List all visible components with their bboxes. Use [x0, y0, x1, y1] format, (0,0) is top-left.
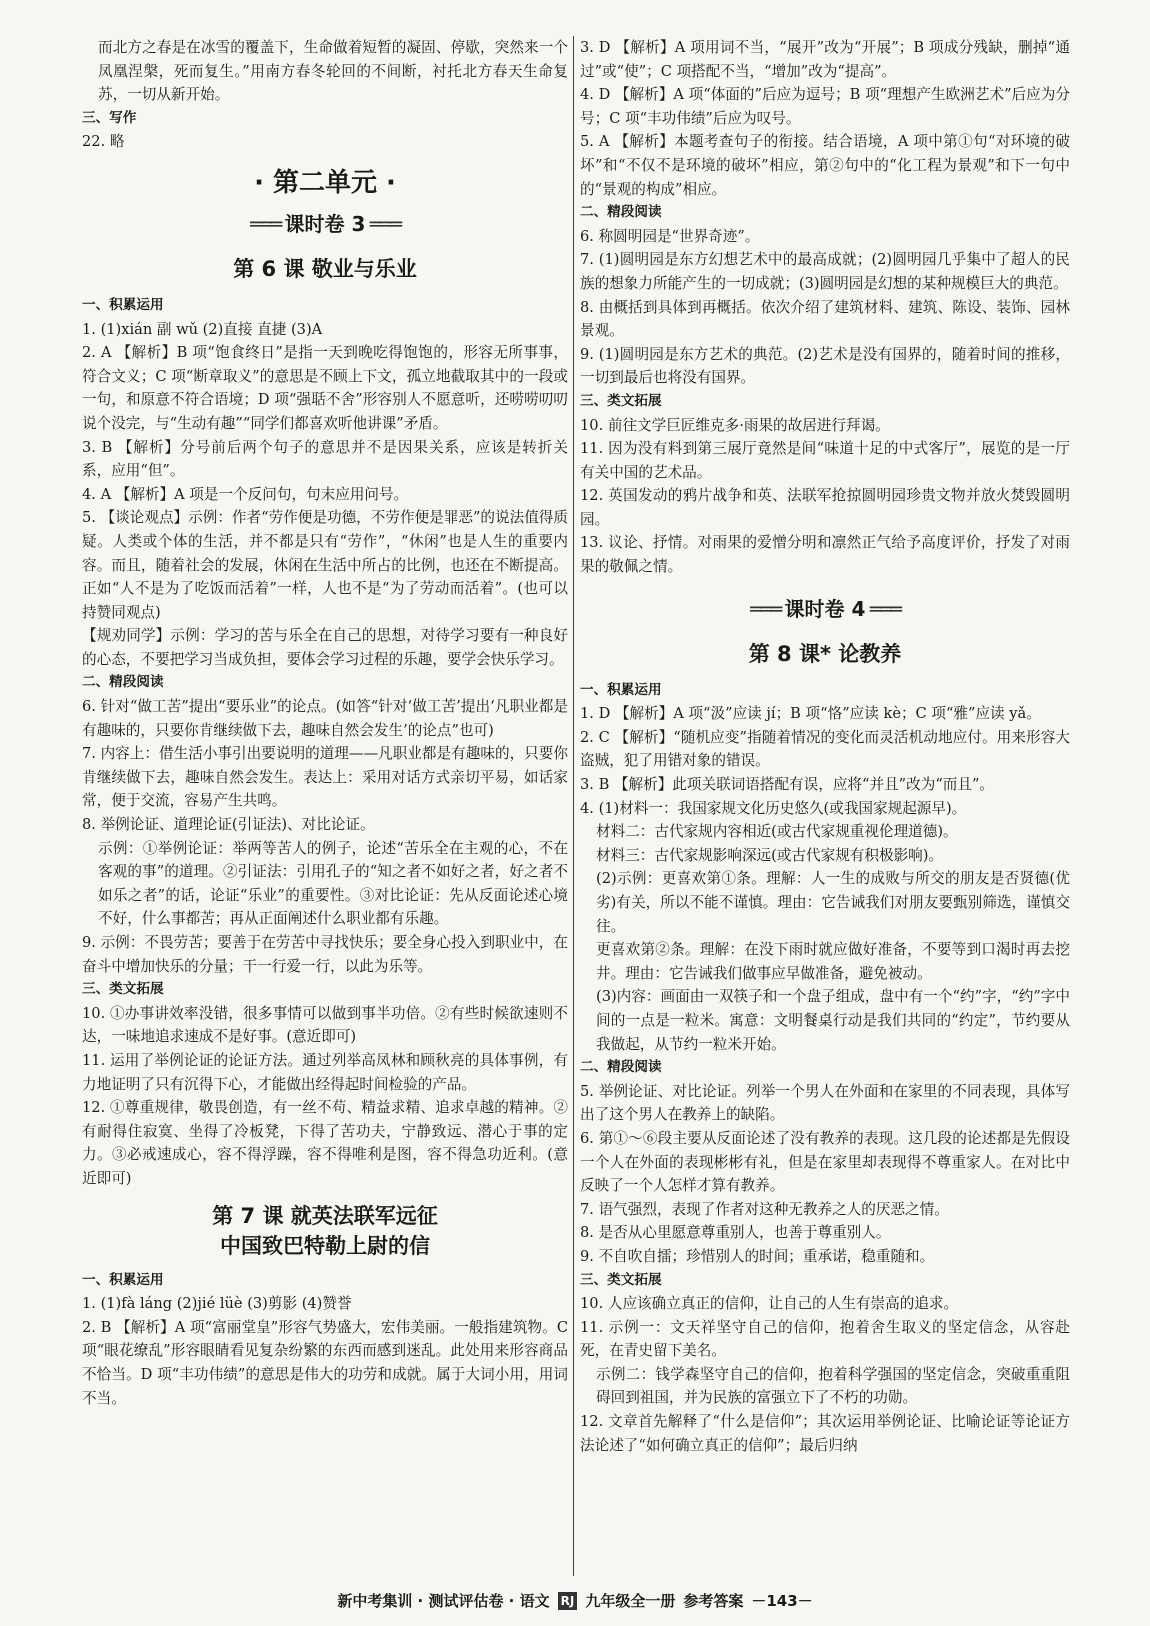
answer-6: 6. 针对“做工苦”提出“要乐业”的论点。(如答“针对‘做工苦’提出‘凡职业都是有趣味的，只要你肯继续做下去，趣味自然会发生’的论点”也可): [82, 698, 568, 739]
answer-1: 1. (1)xián 副 wǔ (2)直接 直捷 (3)A: [82, 320, 323, 338]
section-reading-2: 二、精段阅读: [580, 204, 662, 221]
answer-l7-12: 12. 英国发动的鸦片战争和英、法联军抢掠圆明园珍贵文物并放火焚毁圆明园。: [580, 487, 1070, 528]
answer-l7-10: 10. 前往文学巨匠维克多·雨果的故居进行拜谒。: [580, 416, 890, 434]
answer-l8-3: 3. B 【解析】此项关联词语搭配有误，应将“并且”改为“而且”。: [580, 776, 995, 794]
answer-l8-12: 12. 文章首先解释了“什么是信仰”；其次运用举例论证、比喻论证等论证方法论述了“如何确立真正的信仰”；最后归纳: [580, 1413, 1070, 1454]
title-bars-right-4: ═══: [865, 596, 900, 621]
section-accumulate-3: 一、积累运用: [580, 681, 662, 698]
answer-l8-6: 6. 第①～⑥段主要从反面论述了没有教养的表现。这几段的论述都是先假设一个人在外面的表现彬彬有礼，但是在家里却表现得不尊重家人。在对比中反映了一个人怎样才算有教养。: [580, 1129, 1070, 1195]
answer-5b: 【规劝同学】示例：学习的苦与乐全在自己的思想，对待学习要有一种良好的心态，不要把学习当成负担，要体会学习过程的乐趣，要学会快乐学习。: [82, 627, 568, 668]
answer-7: 7. 内容上：借生活小事引出要说明的道理——凡职业都是有趣味的，只要你肯继续做下去，趣味自然会发生。表达上：采用对话方式亲切平易，如话家常，便于交流，容易产生共鸣。: [82, 745, 568, 810]
left-column: [82, 36, 568, 1410]
answer-l8-11b: 示例二：钱学森坚守自己的信仰，抱着科学强国的坚定信念，突破重重阻碍回到祖国，并为民族的富强立下了不朽的功勋。: [596, 1365, 1070, 1407]
section-extension-3: 三、类文拓展: [580, 1271, 662, 1288]
answer-l8-4d: (2)示例：更喜欢第①条。理解：人一生的成败与所交的朋友是否贤德(优劣)有关，所以不能不谨慎。理由：它告诫我们对朋友要甄别筛选，谨慎交往。: [596, 870, 1070, 935]
answer-l7-11: 11. 因为没有料到第三展厅竟然是间“味道十足的中式客厅”，展览的是一厅有关中国的艺术品。: [580, 440, 1070, 481]
paper-title-3: [82, 206, 568, 242]
lesson-8-title: 第 8 课* 论教养: [748, 641, 902, 666]
column-divider: [573, 36, 574, 1576]
unit-title: · 第二单元 ·: [254, 167, 396, 198]
answer-l8-4e: 更喜欢第②条。理解：在没下雨时就应做好准备，不要等到口渴时再去挖井。理由：它告诫我们做事应早做准备，避免被动。: [596, 941, 1070, 982]
lesson-7-title: [82, 1201, 568, 1261]
section-extension-2: 三、类文拓展: [580, 392, 662, 409]
answer-l8-4a: 4. (1)材料一：我国家规文化历史悠久(或我国家规起源早)。: [580, 799, 967, 817]
answer-l8-2: 2. C 【解析】“随机应变”指随着情况的变化而灵活机动地应付。用来形容大盗贼，犯了用错对象的错误。: [580, 728, 1070, 770]
answer-3: 3. B 【解析】分号前后两个句子的意思并不是因果关系，应该是转折关系，应用“但”。: [82, 438, 568, 480]
answer-5a: 5. 【谈论观点】示例：作者“劳作便是功德，不劳作便是罪恶”的说法值得质疑。人类或个体的生活，并不都是只有“劳作”，“休闲”也是人生的重要内容。而且，随着社会的发展，休闲在生活中所占的比例，也还在不断提高。正如“人不是为了吃饭而活着”一样，人也不是“为了劳动而活着”。(也可以持赞同观点): [82, 509, 568, 621]
answer-l7-6: 6. 称圆明园是“世界奇迹”。: [580, 227, 760, 245]
footer-answers: 参考答案: [683, 1592, 744, 1610]
answer-l8-5: 5. 举例论证、对比论证。列举一个男人在外面和在家里的不同表现，具体写出了这个男人在教养上的缺陷。: [580, 1082, 1070, 1124]
section-writing: 三、写作: [82, 109, 137, 126]
footer-grade: 九年级全一册: [585, 1592, 676, 1610]
answer-l8-7: 7. 语气强烈，表现了作者对这种无教养之人的厌恶之情。: [580, 1200, 949, 1218]
section-reading-3: 二、精段阅读: [580, 1059, 662, 1076]
paper-title-4: [580, 591, 1070, 627]
lesson-7-title-line1: 第 7 课 就英法联军远征: [212, 1203, 438, 1228]
answer-l8-9: 9. 不自吹自擂；珍惜别人的时间；重承诺，稳重随和。: [580, 1247, 935, 1265]
answer-l8-8: 8. 是否从心里愿意尊重别人，也善于尊重别人。: [580, 1224, 891, 1242]
right-column: [580, 36, 1070, 1457]
lesson-7-title-line2: 中国致巴特勒上尉的信: [220, 1233, 430, 1258]
section-reading: 二、精段阅读: [82, 674, 164, 691]
answer-12: 12. ①尊重规律，敬畏创造，有一丝不苟、精益求精、追求卓越的精神。②有耐得住寂寞、坐得了冷板凳，下得了苦功夫，宁静致远、潜心于事的定力。③必戒速成心，容不得浮躁，容不得唯利是图，容不得急功近利。(意近即可): [82, 1099, 568, 1187]
answer-l8-4f: (3)内容：画面由一双筷子和一个盘子组成，盘中有一个“约”字，“约”字中间的一点是一粒米。寓意：文明餐桌行动是我们共同的“约定”，节约要从我做起，从节约一粒米开始。: [596, 988, 1070, 1053]
answer-l7-1: 1. (1)fà láng (2)jié lüè (3)剪影 (4)赞誉: [82, 1295, 352, 1313]
answer-11: 11. 运用了举例论证的论证方法。通过列举高凤林和顾秋亮的具体事例，有力地证明了只有沉得下心，才能做出经得起时间检验的产品。: [82, 1051, 568, 1093]
answer-l7-13: 13. 议论、抒情。对雨果的爱憎分明和凛然正气给予高度评价，抒发了对雨果的敬佩之情。: [580, 534, 1070, 576]
answer-l8-4c: 材料三：古代家规影响深远(或古代家规有积极影响)。: [596, 846, 944, 864]
page-footer: [0, 1590, 1150, 1611]
title-bars-right: ═══: [365, 211, 400, 236]
intro-text: 而北方之春是在冰雪的覆盖下，生命做着短暂的凝固、停歇，突然来一个凤凰涅槃，死而复生。”用南方春冬轮回的不间断，衬托北方春天生命复苏，一切从新开始。: [98, 39, 568, 104]
title-bars-left: ═══: [250, 211, 285, 236]
answer-l8-1: 1. D 【解析】A 项“汲”应读 jí；B 项“恪”应读 kè；C 项“雅”应读 yǎ。: [580, 705, 1041, 723]
page-number: －143－: [751, 1592, 813, 1610]
answer-l7-7: 7. (1)圆明园是东方幻想艺术中的最高成就；(2)圆明园几乎集中了超人的民族的想象力所能产生的一切成就；(3)圆明园是幻想的某种规模巨大的典范。: [580, 251, 1070, 292]
answer-22: 22. 略: [82, 133, 125, 151]
footer-series: 新中考集训 · 测试评估卷 · 语文: [337, 1592, 550, 1610]
paper-4-label: 课时卷 4: [784, 596, 866, 621]
answer-10: 10. ①办事讲效率没错，很多事情可以做到事半功倍。②有些时候欲速则不达，一味地追求速成不是好事。(意近即可): [82, 1004, 568, 1046]
answer-l7-2: 2. B 【解析】A 项“富丽堂皇”形容气势盛大，宏伟美丽。一般指建筑物。C 项“眼花缭乱”形容眼睛看见复杂纷繁的东西而感到迷乱。此处用来形容商品不恰当。D 项“丰功伟绩”的意思是伟大的功劳和成就。属于大词小用，用词不当。: [82, 1318, 568, 1407]
answer-4: 4. A 【解析】A 项是一个反问句，句末应用问号。: [82, 485, 409, 503]
answer-l8-10: 10. 人应该确立真正的信仰，让自己的人生有崇高的追求。: [580, 1295, 959, 1313]
section-extension: 三、类文拓展: [82, 981, 164, 998]
answer-l8-11a: 11. 示例一：文天祥坚守自己的信仰，抱着舍生取义的坚定信念，从容赴死，在青史留下美名。: [580, 1318, 1070, 1360]
section-accumulate-2: 一、积累运用: [82, 1271, 164, 1288]
section-accumulate: 一、积累运用: [82, 296, 164, 313]
title-bars-left-4: ═══: [750, 596, 785, 621]
answer-l7-4: 4. D 【解析】A 项“体面的”后应为逗号；B 项“理想产生欧洲艺术”后应为分号；C 项“丰功伟绩”后应为叹号。: [580, 86, 1070, 127]
answer-l8-4b: 材料二：古代家规内容相近(或古代家规重视伦理道德)。: [596, 823, 958, 841]
answer-2: 2. A 【解析】B 项“饱食终日”是指一天到晚吃得饱饱的，形容无所事事，符合文义；C 项“断章取义”的意思是不顾上下文，孤立地截取其中的一段或一句，和原意不符合语境；D 项“强聒不舍”形容别人不愿意听，还唠唠叨叨说个没完，与“生动有趣”“同学们都喜欢听他讲课”矛盾。: [82, 344, 568, 432]
lesson-6-title: 第 6 课 敬业与乐业: [233, 256, 417, 281]
paper-3-label: 课时卷 3: [284, 211, 366, 236]
answer-8b: 示例：①举例论证：举两等苦人的例子，论述“苦乐全在主观的心，不在客观的事”的道理。②引证法：引用孔子的“知之者不如好之者，好之者不如乐之者”的话，论证“乐业”的重要性。③对比论证：先从反面论述心境不好，什么事都苦；再从正面阐述什么职业都有乐趣。: [98, 839, 568, 928]
answer-l7-5: 5. A 【解析】本题考查句子的衔接。结合语境，A 项中第①句“对环境的破坏”和“不仅不是环境的破坏”相应，第②句中的“化工程为景观”和下一句中的“景观的构成”相应。: [580, 133, 1070, 198]
answer-8a: 8. 举例论证、道理论证(引证法)、对比论证。: [82, 816, 375, 834]
answer-9: 9. 示例：不畏劳苦；要善于在劳苦中寻找快乐；要全身心投入到职业中，在奋斗中增加快乐的分量；干一行爱一行，以此为乐等。: [82, 934, 568, 975]
answer-l7-3: 3. D 【解析】A 项用词不当，“展开”改为“开展”；B 项成分残缺，删掉“通过”或“使”；C 项搭配不当，“增加”改为“提高”。: [580, 39, 1070, 80]
answer-l7-9: 9. (1)圆明园是东方艺术的典范。(2)艺术是没有国界的，随着时间的推移，一切到最后也将没有国界。: [580, 345, 1070, 387]
answer-l7-8: 8. 由概括到具体到再概括。依次介绍了建筑材料、建筑、陈设、装饰、园林景观。: [580, 298, 1070, 340]
edition-badge: RJ: [558, 1592, 578, 1610]
